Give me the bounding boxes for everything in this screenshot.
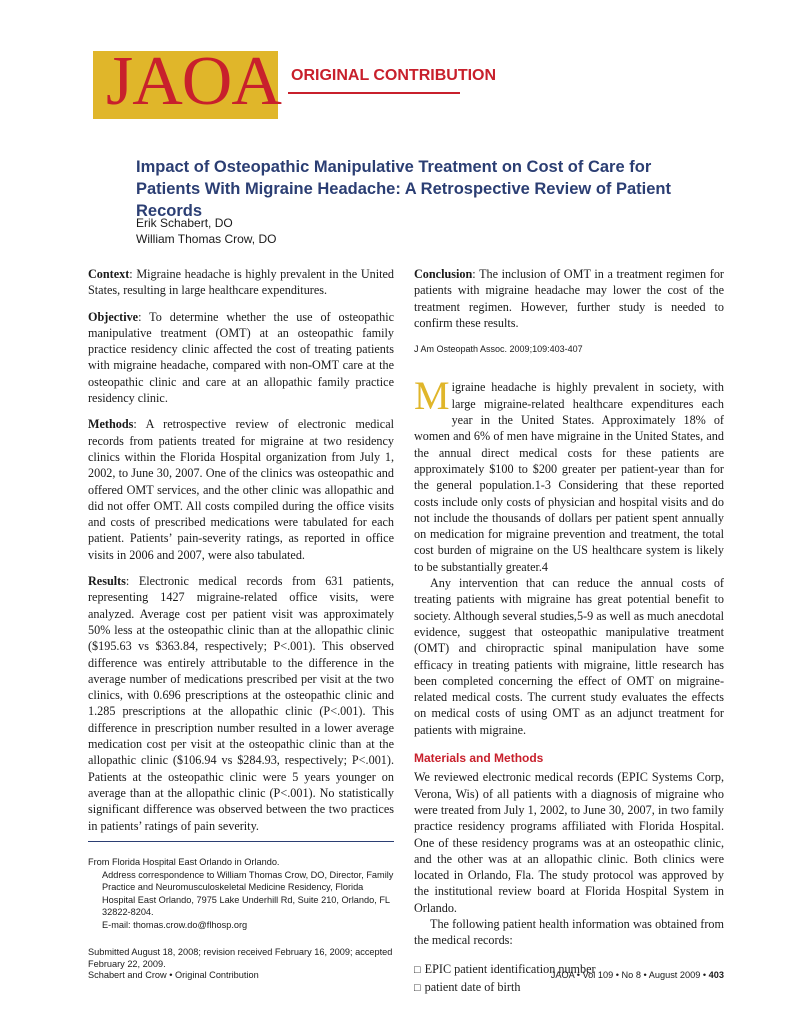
abstract-column [88, 266, 394, 844]
email-note: E-mail: thomas.crow.do@flhosp.org [102, 919, 248, 930]
body-column [414, 266, 724, 997]
methods-paragraph: The following patient health information was obtained from the medical records: [414, 916, 724, 948]
abstract-results: Results: Electronic medical records from 631 patients, representing 1427 migraine-related office visits, were analyzed. Average cost per patient visit was approximately 50% less at the osteopathic clinic than at the allopathic clinic ($195.63 vs $363.84, respectively; P<.001). This observed difference was entirely attributable to the difference in the average number of medications prescribed per visit at the two clinics, with 0.696 prescriptions at the osteopathic clinic and 1.285 prescriptions at the allopathic clinic (P<.001). This difference in prescription number resulted in a lower average medication cost per visit at the osteopathic clinic than at the allopathic clinic ($106.94 vs $284.93, respectively; P<.001). Patients at the osteopathic clinic were 5 years younger on average than at the allopathic clinic (P<.001). No statistically significant difference was observed between the two practices in patients’ ratings of pain severity. [88, 574, 394, 833]
author-list [136, 215, 276, 247]
methods-paragraph: We reviewed electronic medical records (EPIC Systems Corp, Verona, Wis) of all patients with a diagnosis of migraine who were treated from July 1, 2002, to June 30, 2007, in two family practice residency programs affiliated with Florida Hospital. One of these residency programs was at an osteopathic clinic, and the other was at an allopathic clinic. Both clinics were located in Orlando, Fla. The study protocol was approved by the institutional review board at Florida Hospital System in Orlando. [414, 770, 724, 915]
drop-cap: M [414, 373, 450, 419]
section-label: ORIGINAL CONTRIBUTION [291, 67, 497, 84]
journal-citation: J Am Osteopath Assoc. 2009;109:403-407 [414, 344, 583, 355]
list-item: □ patient date of birth [414, 979, 724, 996]
submission-note: Submitted August 18, 2008; revision received February 16, 2009; accepted February 22, 2009. [88, 946, 393, 970]
journal-logo: JAOA [106, 43, 281, 120]
article-title: Impact of Osteopathic Manipulative Treatment on Cost of Care for Patients With Migraine Headache: A Retrospective Review of Patient Records [136, 158, 672, 220]
footnotes [88, 856, 394, 971]
section-rule [288, 92, 460, 94]
section-heading: Materials and Methods [414, 751, 544, 766]
page-footer: JAOA • Vol 109 • No 8 • August 2009 • 403 [550, 970, 724, 980]
intro-paragraph: Any intervention that can reduce the annual costs of treating patients with migraine has great potential benefit to society. Although several studies,5-9 as well as much anecdotal evidence, suggest that osteopathic manipulative treatment (OMT) and chiropractic spinal manipulation have some efficacy in treating patients with migraine, little research has been completed concerning the effect of OMT on migraine-related medical costs. The current study evaluates the effects on medical costs of using OMT as an adjunct treatment for patients with migraine. [414, 576, 724, 737]
list-item: □ EPIC patient identification number [414, 961, 724, 978]
author-name: William Thomas Crow, DO [136, 232, 277, 246]
affiliation-note: From Florida Hospital East Orlando in Orlando. [88, 857, 280, 867]
footnote-rule [88, 841, 394, 842]
abstract-conclusion: Conclusion: The inclusion of OMT in a treatment regimen for patients with migraine headache may lower the cost of the treatment regimen. However, further study is needed to confirm these results. [414, 267, 724, 330]
running-footer: Schabert and Crow • Original Contribution [88, 970, 259, 980]
abstract-context: Context: Migraine headache is highly prevalent in the United States, resulting in large healthcare expenditures. [88, 267, 394, 298]
author-name: Erik Schabert, DO [136, 216, 233, 230]
correspondence-note: Address correspondence to William Thomas Crow, DO, Director, Family Practice and Neuromusculoskeletal Medicine Residency, Florida Hospital East Orlando, 7975 Lake Underhill Rd, Suite 210, Orlando, FL 32822-8204. [102, 869, 394, 918]
abstract-objective: Objective: To determine whether the use of osteopathic manipulative treatment (OMT) at an osteopathic family practice residency clinic affected the cost of treating patients with migraine headache, compared with non-OMT care at the osteopathic clinic and care at an allopathic family practice residency clinic. [88, 309, 394, 406]
abstract-methods: Methods: A retrospective review of electronic medical records from patients treated for migraine at two residency clinics within the Florida Hospital organization from July 1, 2002, to June 30, 2007. One of the clinics was osteopathic and offered OMT services, and the other clinic was allopathic and did not offer OMT. All costs compiled during the office visits and costs of prescribed medications were tabulated for each patient. Patients’ pain-severity ratings, as reported in office visits in 2006 and 2007, were also tabulated. [88, 417, 394, 562]
intro-paragraph: Migraine headache is highly prevalent in society, with large migraine-related healthcare expenditures each year in the United States. Approximately 18% of women and 6% of men have migraine in the United States, and the annual direct medical costs for these patients are approximately $100 to $200 greater per patient-year than for the general population.1-3 Considering that these reported costs include only costs of physician and hospital visits and do not include the thousands of dollars per patient spent annually on medication for migraine prevention and treatment, the total cost burden of migraine on the US healthcare system is likely to be substantially greater.4 [414, 373, 724, 574]
page-number: 403 [708, 970, 724, 980]
